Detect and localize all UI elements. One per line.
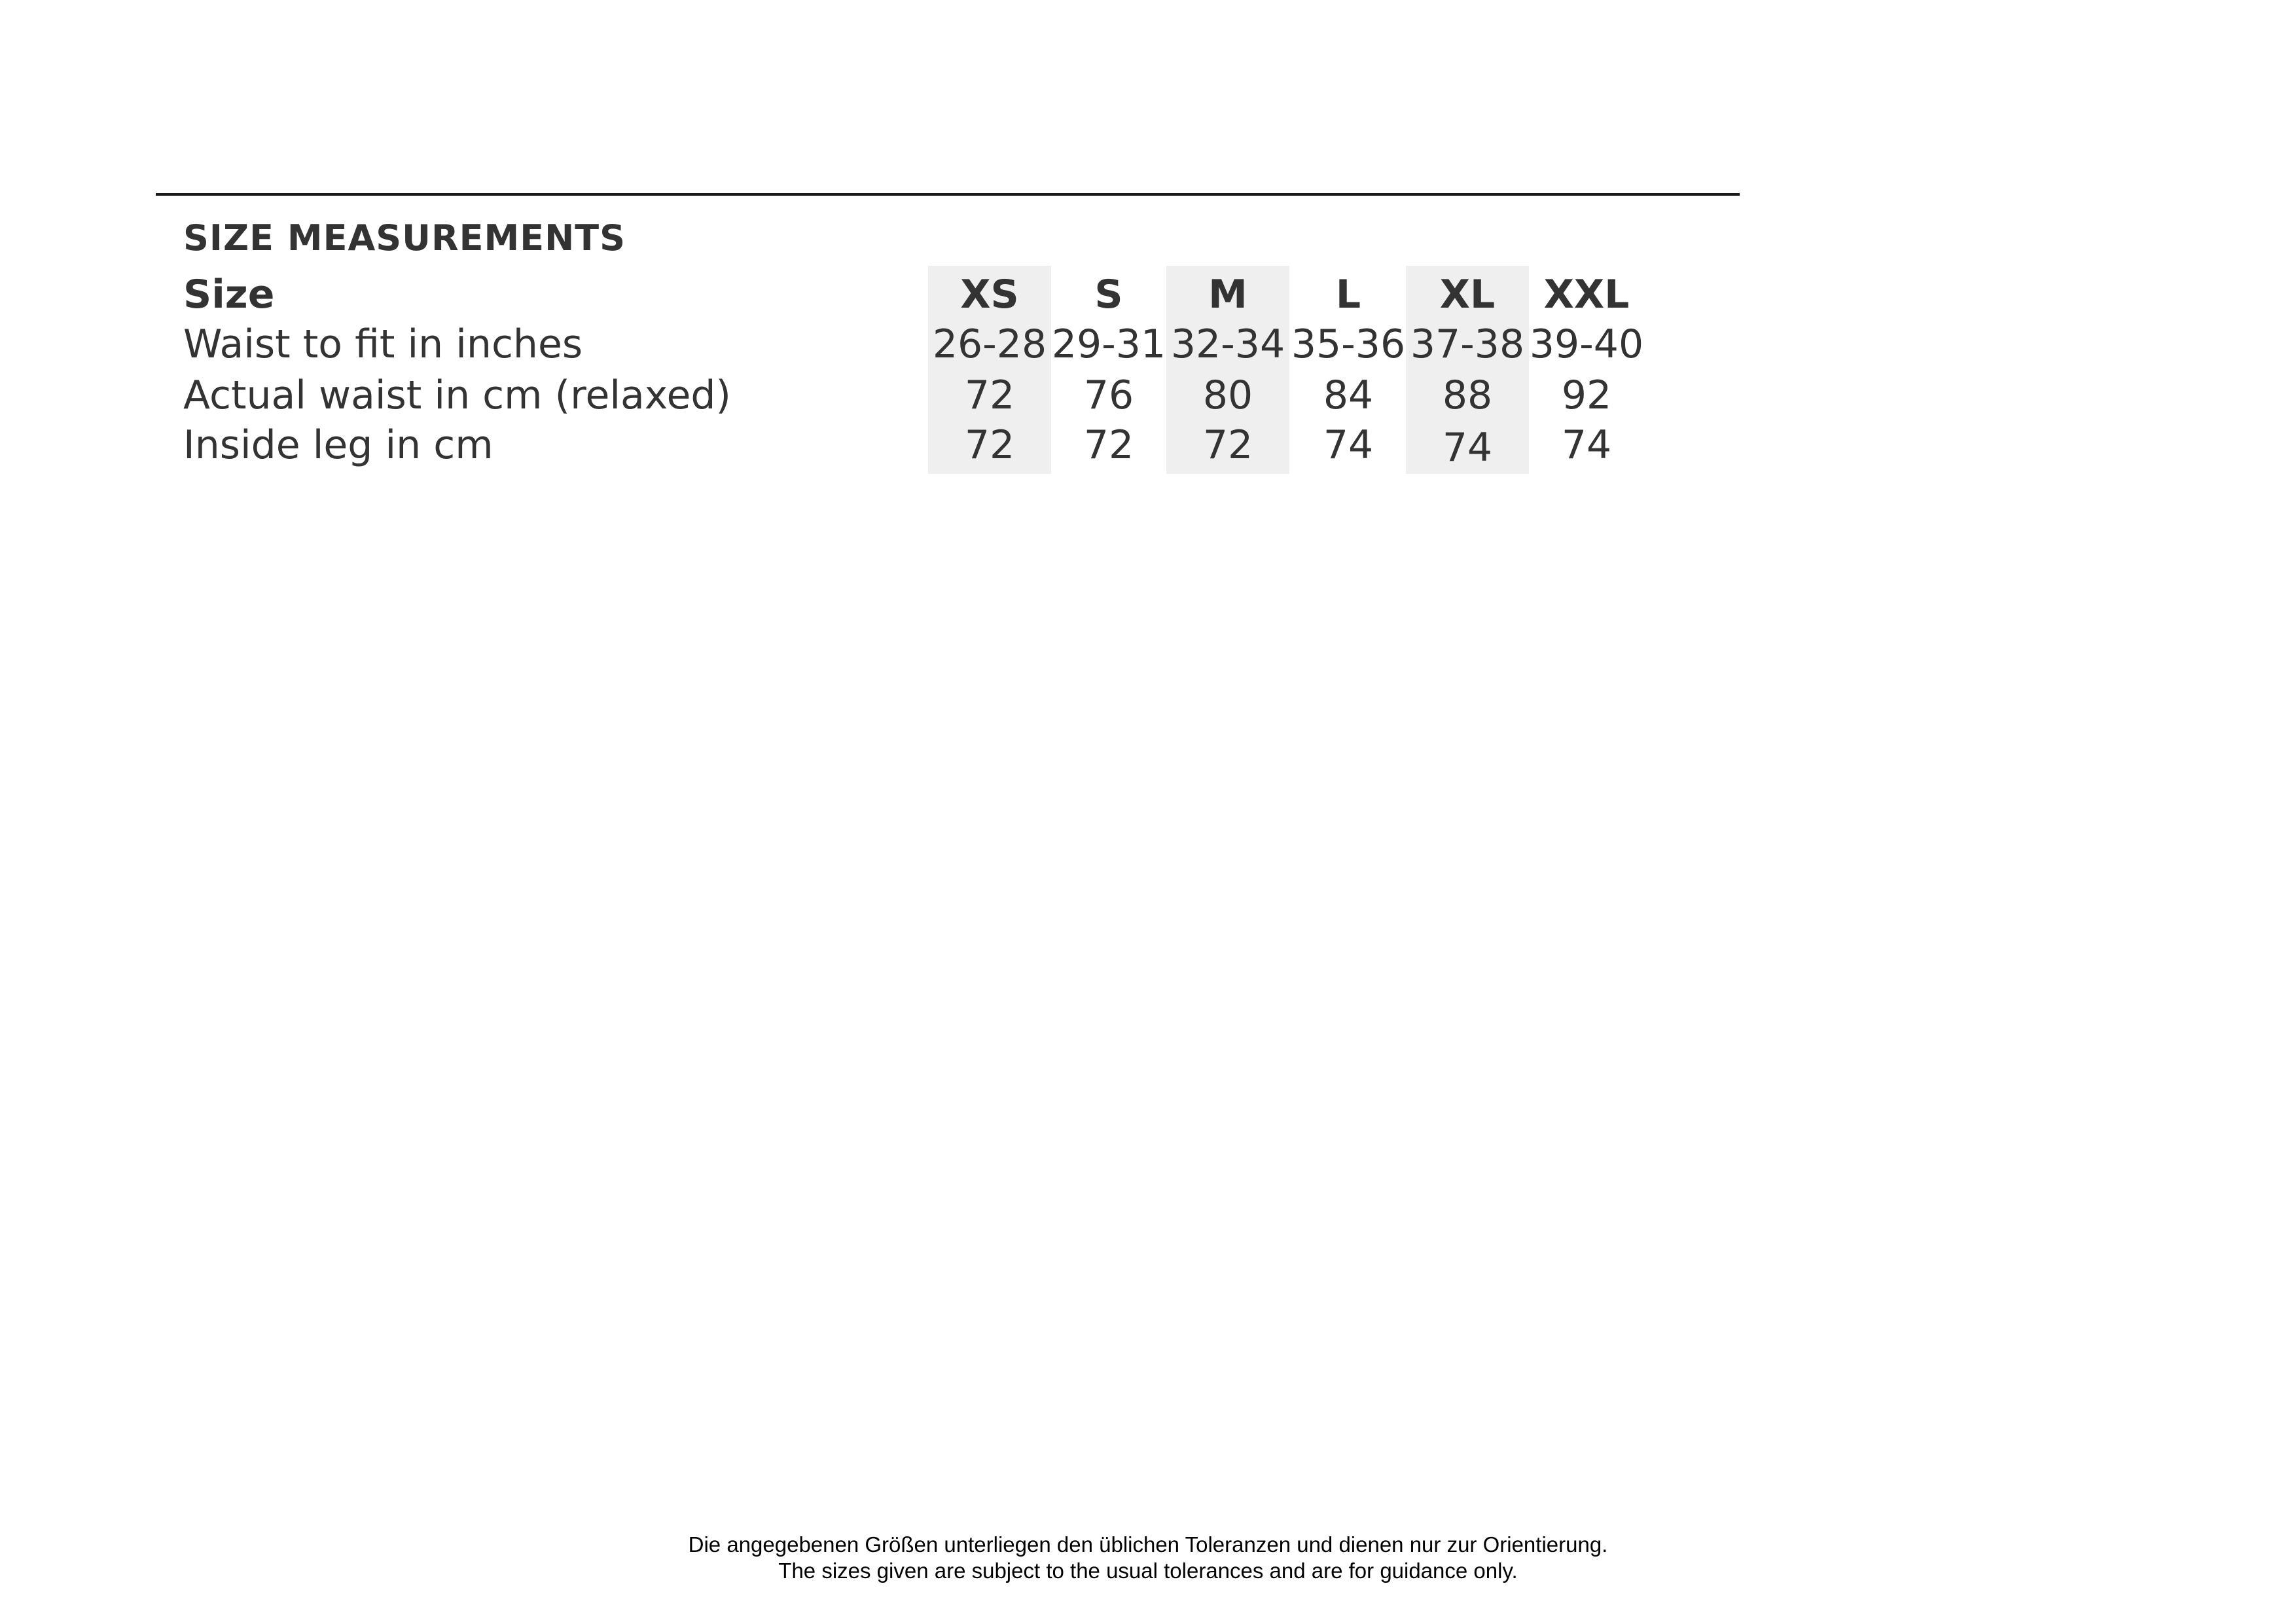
row-label-size: Size — [183, 272, 275, 317]
inside-leg-value: 74 — [1561, 422, 1612, 468]
size-column-xs — [928, 266, 1051, 474]
actual-waist-value: 72 — [964, 372, 1015, 418]
inside-leg-value: 72 — [964, 422, 1015, 468]
waist-inches-value: 39-40 — [1529, 321, 1644, 367]
waist-inches-value: 29-31 — [1051, 321, 1166, 367]
top-divider-rule — [156, 193, 1740, 196]
inside-leg-value: 72 — [1202, 422, 1253, 468]
waist-inches-value: 32-34 — [1170, 321, 1285, 367]
size-header: XL — [1439, 272, 1496, 317]
waist-inches-value: 26-28 — [932, 321, 1047, 367]
size-header: XS — [960, 272, 1019, 317]
size-header: M — [1208, 272, 1247, 317]
footnote-english: The sizes given are subject to the usual tolerances and are for guidance only. — [778, 1559, 1518, 1583]
section-title: SIZE MEASUREMENTS — [183, 217, 626, 259]
size-header: XXL — [1543, 272, 1630, 317]
size-header: S — [1094, 272, 1123, 317]
size-column-m — [1166, 266, 1289, 474]
size-column-l — [1287, 266, 1410, 474]
actual-waist-value: 84 — [1323, 372, 1374, 418]
row-label-inside-leg: Inside leg in cm — [183, 422, 493, 468]
actual-waist-value: 80 — [1202, 372, 1253, 418]
row-label-actual-waist: Actual waist in cm (relaxed) — [183, 372, 731, 418]
footnote-german: Die angegebenen Größen unterliegen den üblichen Toleranzen und dienen nur zur Orientierung. — [688, 1532, 1608, 1557]
waist-inches-value: 35-36 — [1291, 321, 1406, 367]
actual-waist-value: 88 — [1442, 372, 1493, 418]
inside-leg-value: 74 — [1323, 422, 1374, 468]
actual-waist-value: 76 — [1083, 372, 1134, 418]
size-column-xxl — [1525, 266, 1648, 474]
waist-inches-value: 37-38 — [1410, 321, 1525, 367]
actual-waist-value: 92 — [1561, 372, 1612, 418]
inside-leg-value: 72 — [1083, 422, 1134, 468]
size-header: L — [1335, 272, 1361, 317]
inside-leg-value: 74 — [1442, 425, 1493, 471]
row-label-waist-inches: Waist to fit in inches — [183, 321, 583, 367]
size-column-s — [1047, 266, 1170, 474]
size-column-xl — [1406, 266, 1529, 474]
